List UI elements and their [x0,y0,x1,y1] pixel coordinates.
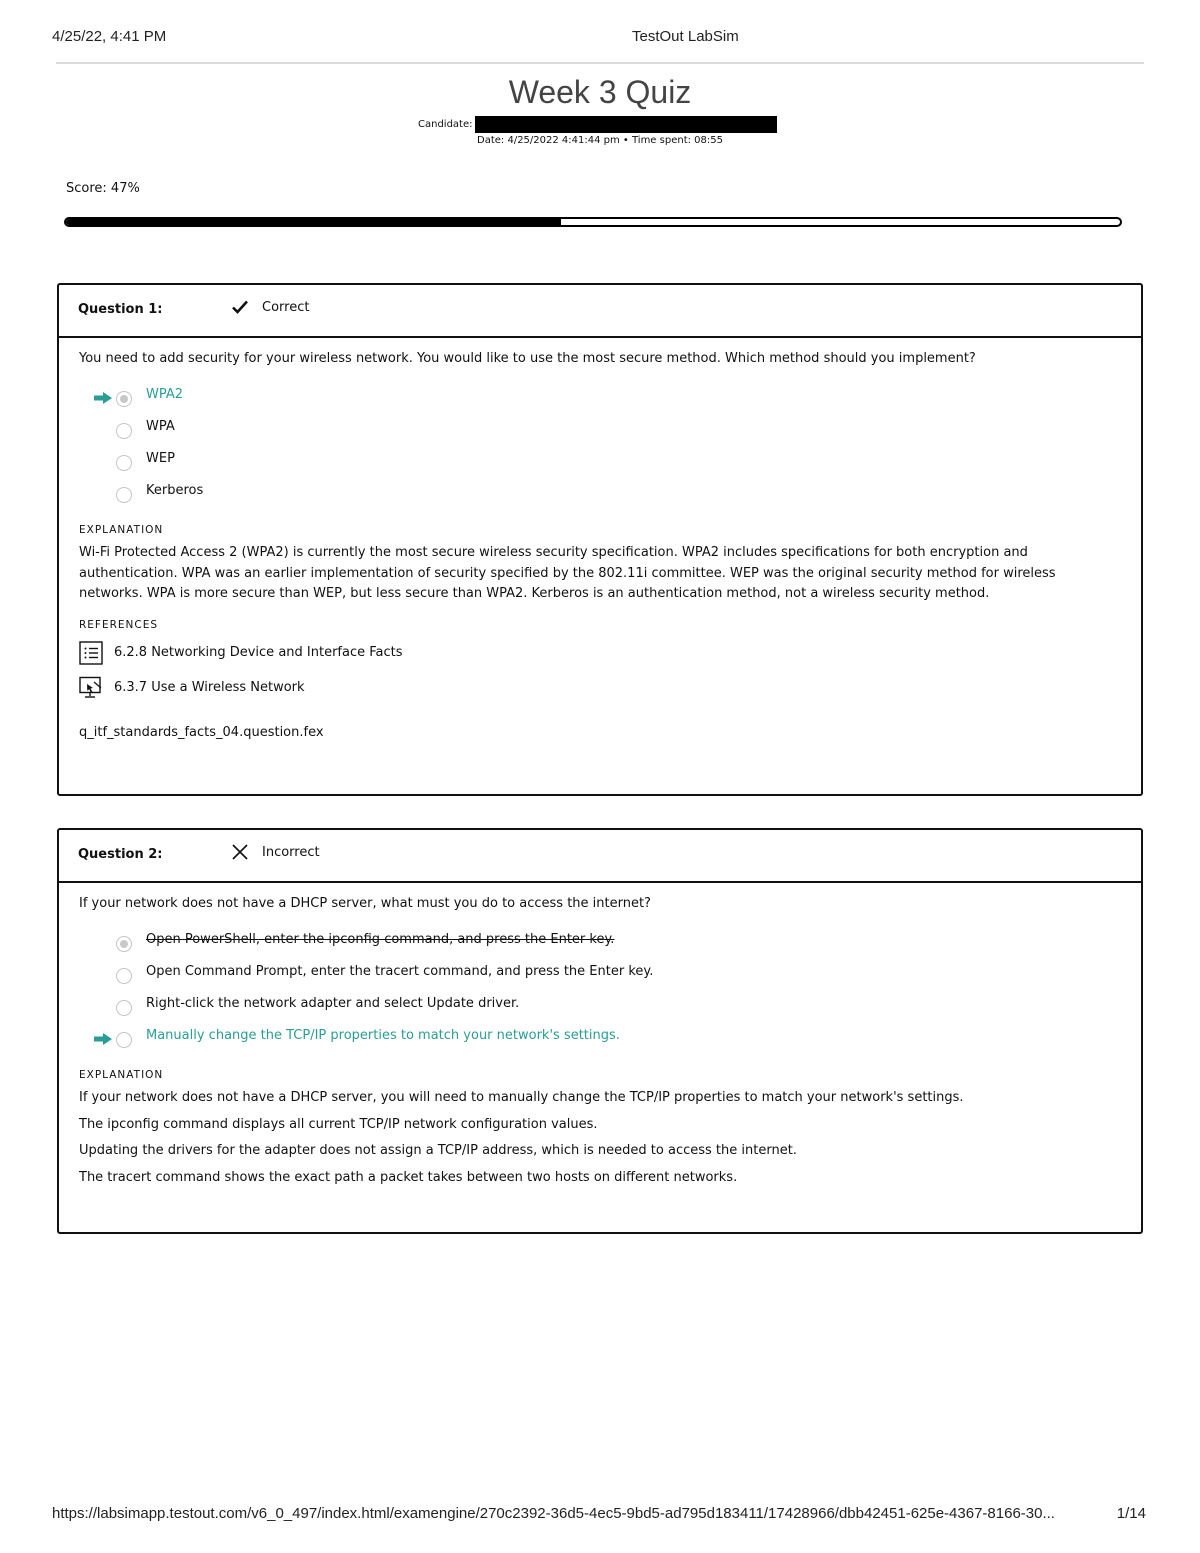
candidate-row [418,115,777,133]
check-icon [231,298,249,316]
explanation-label: EXPLANATION [79,1069,164,1081]
question-card-1 [57,283,1143,796]
x-icon [231,843,249,861]
reference-link[interactable] [79,638,1121,668]
lab-monitor-icon [79,676,103,700]
explanation-paragraph: Wi-Fi Protected Access 2 (WPA2) is currently the most secure wireless security specification. WPA2 includes specifications for both encryption and authentication. WPA was an earlier implementation of security specified by the 802.11i committee. WEP was the original security method for wireless networks. WPA is more secure than WEP, but less secure than WPA2. Kerberos is an authentication method, not a wireless security method. [79,545,1056,601]
explanation-paragraph: The ipconfig command displays all current TCP/IP network configuration values. [79,1116,598,1132]
reference-text: 6.2.8 Networking Device and Interface Facts [114,645,403,660]
explanation-paragraph: The tracert command shows the exact path a packet takes between two hosts on different networks. [79,1169,738,1185]
facts-list-icon [79,641,103,665]
print-header [52,28,1148,48]
question-header [59,830,1141,883]
answer-option [79,995,1121,1027]
score-progress-bar [64,217,1122,227]
explanation-text [79,543,1121,605]
candidate-name-redaction [475,116,777,133]
question-status [231,298,309,316]
correct-answer-arrow-icon [94,1033,112,1045]
question-header [59,285,1141,338]
explanation-paragraph: If your network does not have a DHCP server, you will need to manually change the TCP/IP properties to match your network's settings. [79,1090,964,1105]
question-status [231,843,320,861]
answer-radio[interactable] [116,455,132,471]
print-datetime: 4/25/22, 4:41 PM [52,28,167,45]
explanation-paragraph: Updating the drivers for the adapter does not assign a TCP/IP address, which is needed to access the internet. [79,1143,797,1158]
question-label: Question 1: [78,302,163,317]
answer-option [79,450,1121,482]
answer-radio[interactable] [116,968,132,984]
answer-radio[interactable] [116,1000,132,1016]
print-footer [52,1505,1146,1525]
question-text: You need to add security for your wireless network. You would like to use the most secure method. Which method should you implement? [79,351,976,366]
explanation-label: EXPLANATION [79,524,164,536]
print-url: https://labsimapp.testout.com/v6_0_497/index.html/examengine/270c2392-36d5-4ec5-9bd5-ad795d183411/17428966/dbb42451-625e-4367-8166-30... [52,1505,1055,1522]
answer-text: Kerberos [146,483,204,498]
score-label: Score: 47% [66,181,140,196]
answer-text: Open PowerShell, enter the ipconfig command, and press the Enter key. [146,932,615,947]
answer-radio[interactable] [116,1032,132,1048]
answer-text: WEP [146,451,175,466]
status-text: Incorrect [262,844,320,860]
reference-text: 6.3.7 Use a Wireless Network [114,680,305,695]
answer-radio[interactable] [116,423,132,439]
question-card-2 [57,828,1143,1234]
quiz-title: Week 3 Quiz [508,74,692,110]
references-label: REFERENCES [79,618,159,631]
answer-option [79,386,1121,418]
answer-text: WPA [146,419,175,434]
status-text: Correct [262,299,310,315]
answer-option [79,482,1121,514]
answer-text: Open Command Prompt, enter the tracert command, and press the Enter key. [146,964,654,979]
correct-answer-arrow-icon [94,392,112,404]
question-label: Question 2: [78,847,163,862]
header-divider [56,62,1144,64]
question-text: If your network does not have a DHCP server, what must you do to access the internet? [79,896,651,911]
quiz-date-time: Date: 4/25/2022 4:41:44 pm • Time spent: 08:55 [477,135,723,146]
candidate-label: Candidate: [418,118,473,130]
answer-option [79,963,1121,995]
score-progress-fill [66,219,561,225]
answer-text: WPA2 [146,387,184,402]
answer-radio[interactable] [116,936,132,952]
answer-radio[interactable] [116,487,132,503]
explanation-text [79,1088,1121,1188]
answer-option [79,418,1121,450]
answer-radio[interactable] [116,391,132,407]
reference-link[interactable] [79,673,1121,703]
answer-option [79,931,1121,963]
answer-option [79,1027,1121,1059]
question-body [59,883,1141,1188]
print-page-number: 1/14 [1116,1505,1146,1522]
answer-text: Manually change the TCP/IP properties to match your network's settings. [146,1028,620,1043]
print-tab-title: TestOut LabSim [632,28,739,45]
question-body [59,338,1141,740]
answer-text: Right-click the network adapter and select Update driver. [146,996,520,1011]
question-file-name: q_itf_standards_facts_04.question.fex [79,724,324,740]
